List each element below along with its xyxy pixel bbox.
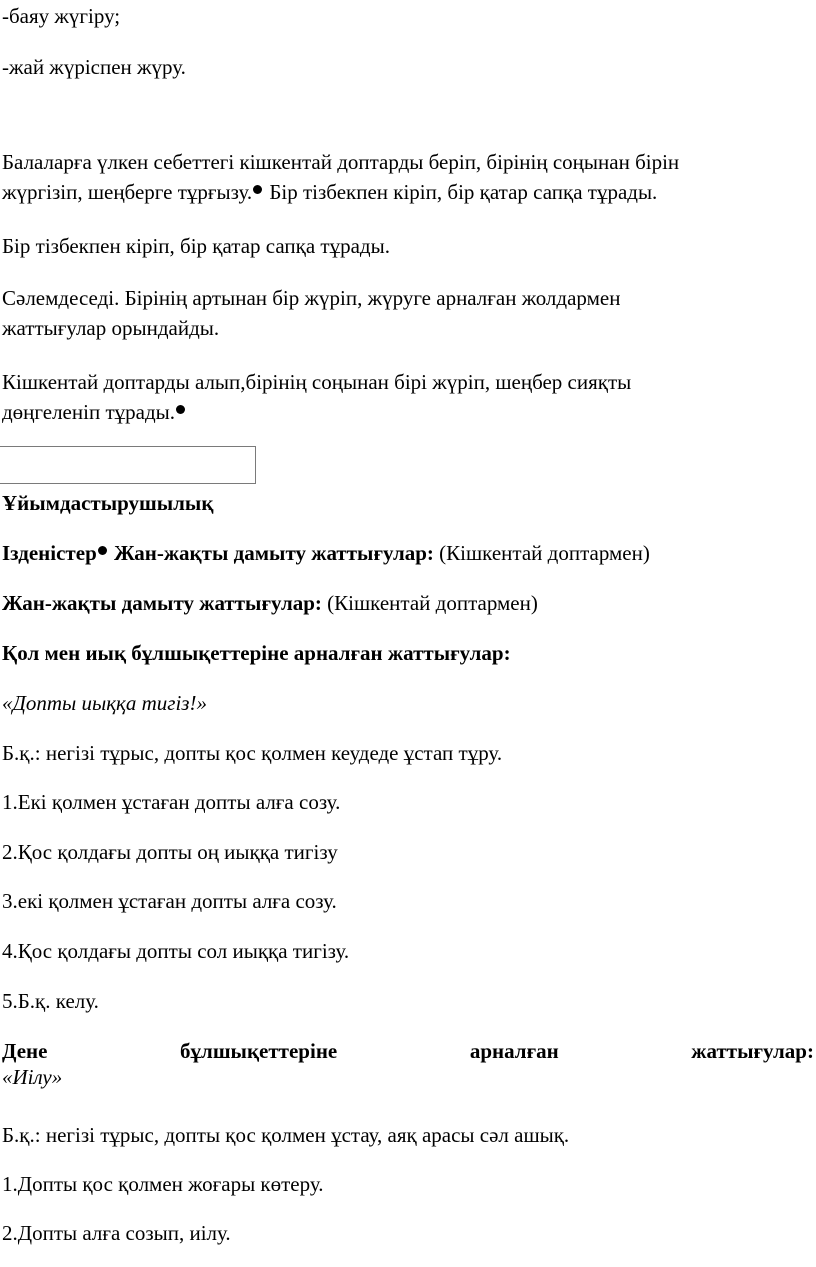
text-line: 2.Допты алға созып, иілу. [2, 1221, 231, 1245]
text-line: 3.екі қолмен ұстаған допты алға созу. [2, 889, 337, 913]
bullet-dot-icon [98, 546, 107, 555]
text-run: Балаларға үлкен себеттегі кішкентай доптарды беріп, бірінің соңынан бірін [2, 150, 680, 174]
text-run: Кішкентай доптарды алып,бірінің соңынан бірі жүріп, шеңбер сияқты [2, 370, 632, 394]
section-heading: Ұйымдастырушылық [2, 491, 214, 515]
bullet-dot-icon [176, 405, 185, 414]
text-line: 5.Б.қ. келу. [2, 989, 99, 1013]
text-line: 4.Қос қолдағы допты сол иыққа тигізу. [2, 939, 350, 963]
text-run: Дене [2, 1039, 48, 1063]
exercise-title: «Иілу» [2, 1065, 63, 1089]
text-run: жаттығулар: [691, 1039, 814, 1063]
exercise-title: «Допты иыққа тигіз!» [2, 691, 207, 715]
text-run: Бір тізбекпен кіріп, бір қатар сапқа тұрады. [264, 180, 658, 204]
text-run: Ізденістер [2, 541, 97, 565]
text-run: дөңгеленіп тұрады. [2, 400, 175, 424]
text-run: (Кішкентай доптармен) [433, 541, 650, 565]
text-line: 2.Қос қолдағы допты оң иыққа тигізу [2, 840, 338, 864]
section-heading-body [2, 1036, 814, 1092]
heading-line [2, 538, 814, 568]
text-line: 1.Допты қос қолмен жоғары көтеру. [2, 1172, 324, 1196]
paragraph-greeting [2, 283, 814, 343]
heading-line [2, 588, 814, 618]
text-line: -баяу жүгіру; [2, 4, 121, 28]
text-line: -жай жүріспен жүру. [2, 55, 186, 79]
text-run: (Кішкентай доптармен) [321, 591, 538, 615]
section-heading: Қол мен иық бұлшықеттеріне арналған жаттығулар: [2, 641, 511, 665]
text-line: Бір тізбекпен кіріп, бір қатар сапқа тұрады. [2, 234, 390, 258]
text-run: жүргізіп, шеңберге тұрғызу. [2, 180, 253, 204]
paragraph-children-ball [2, 147, 814, 207]
text-run: арналған [469, 1039, 559, 1063]
bullet-dot-icon [253, 185, 262, 194]
text-run: Жан-жақты дамыту жаттығулар: [2, 591, 322, 615]
empty-table-cell [0, 446, 256, 484]
text-run: Сәлемдеседі. Бірінің артынан бір жүріп, жүруге арналған жолдармен [2, 286, 621, 310]
text-line: Б.қ.: негізі тұрыс, допты қос қолмен ұстау, аяқ арасы сәл ашық. [2, 1123, 570, 1147]
paragraph-circle [2, 367, 814, 427]
text-run: Жан-жақты дамыту жаттығулар: [108, 541, 434, 565]
text-line: 1.Екі қолмен ұстаған допты алға созу. [2, 790, 341, 814]
text-line: Б.қ.: негізі тұрыс, допты қос қолмен кеудеде ұстап тұру. [2, 741, 503, 765]
text-run: жаттығулар орындайды. [2, 316, 220, 340]
text-run: бұлшықеттеріне [180, 1039, 338, 1063]
